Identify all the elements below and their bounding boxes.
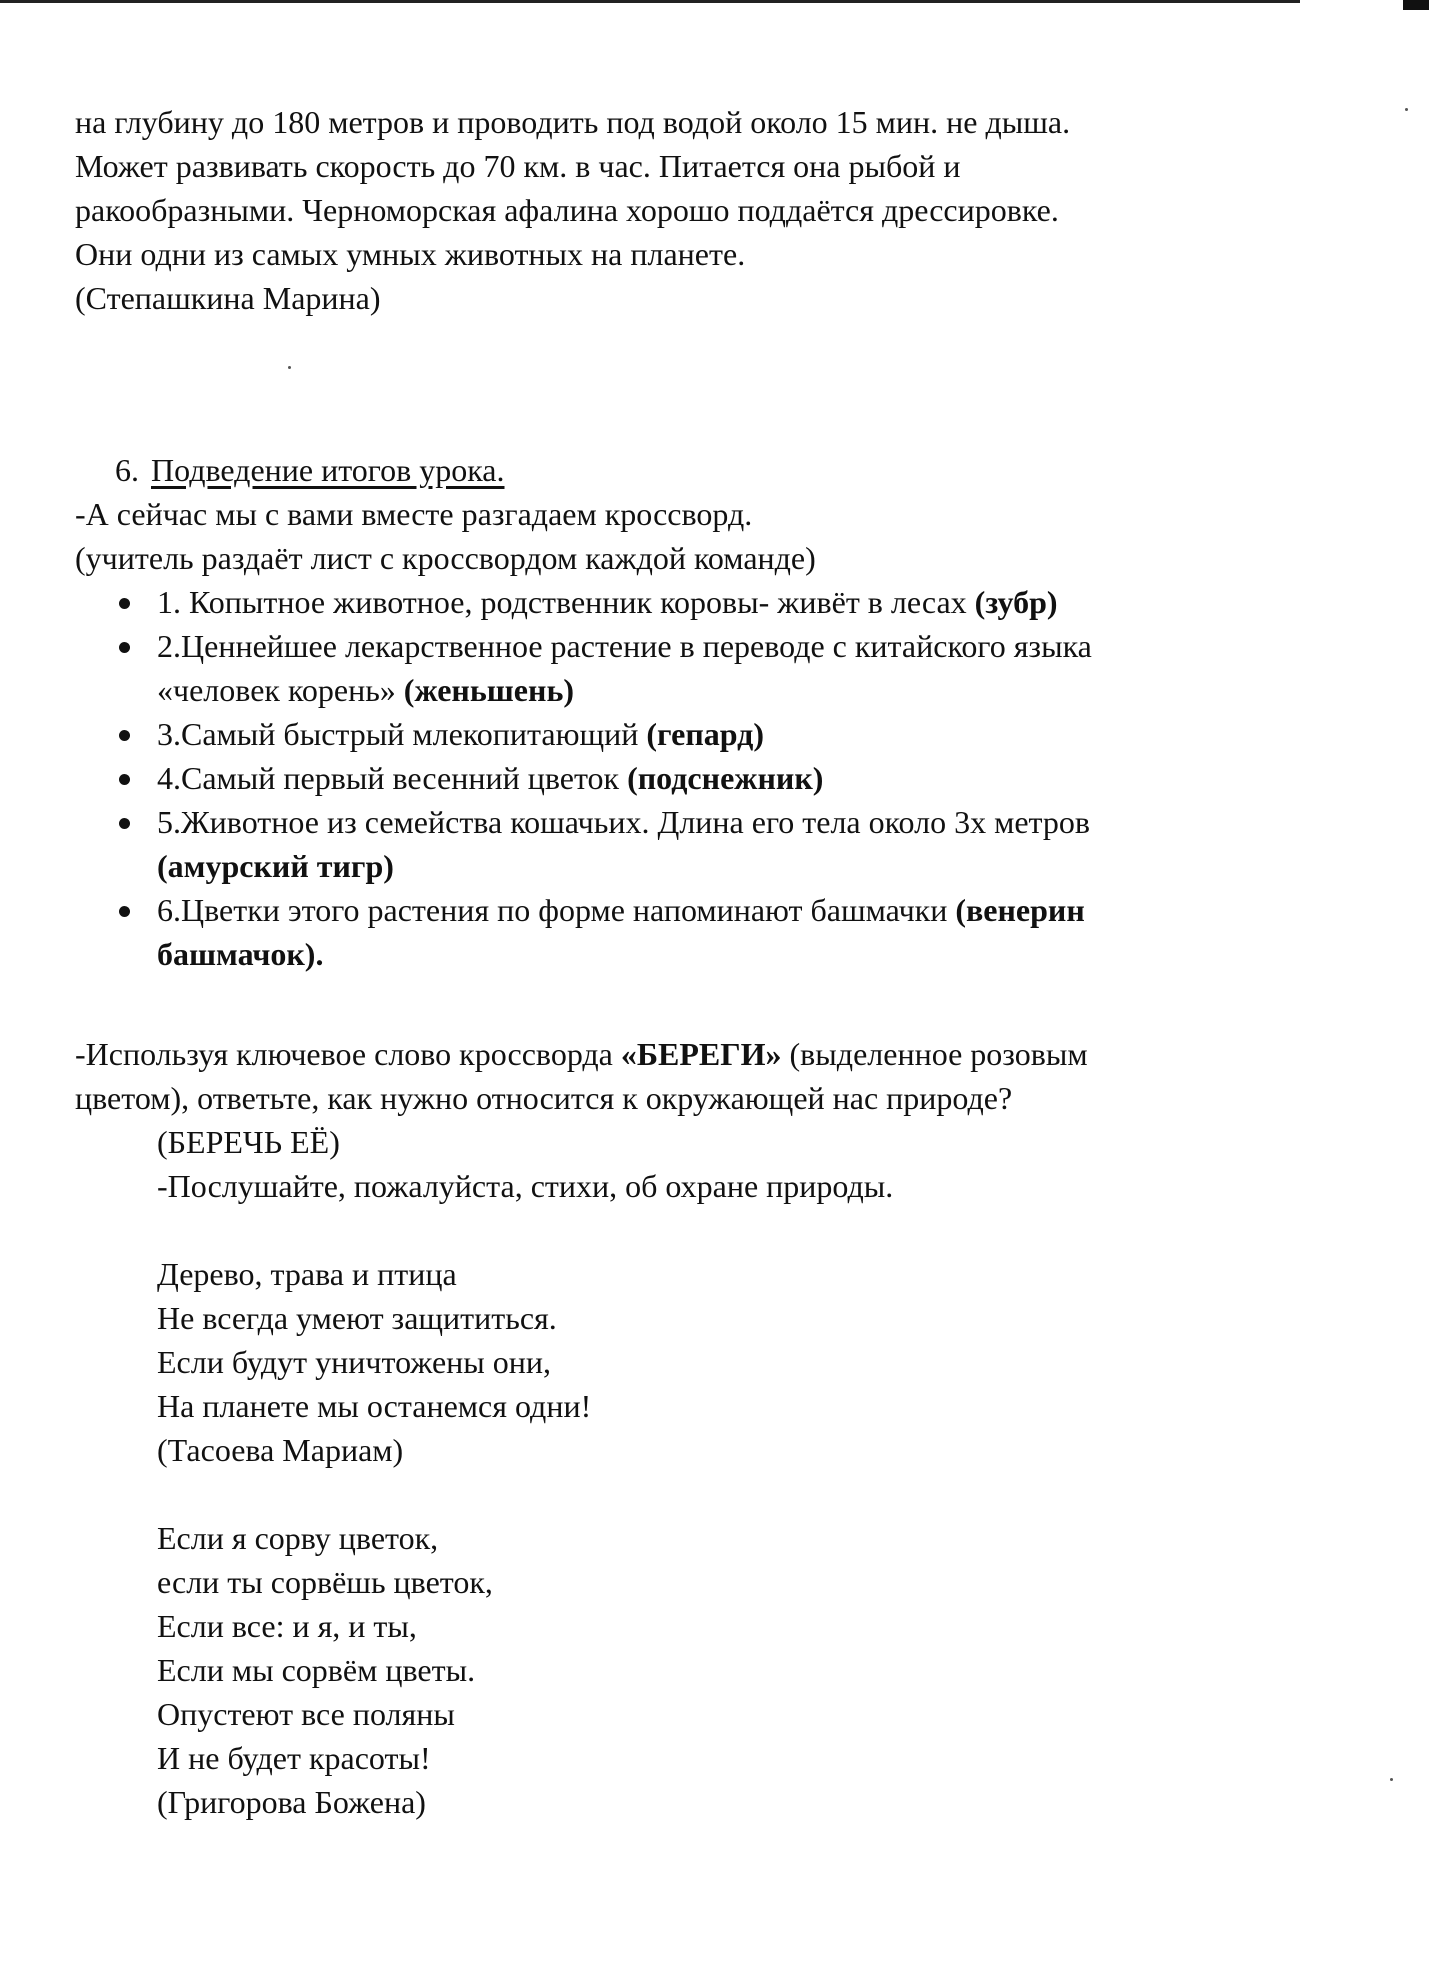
keyword-answer: (БЕРЕЧЬ ЕЁ) [157,1124,340,1160]
instruction-line: (учитель раздаёт лист с кроссвордом каждой команде) [75,540,816,576]
answer: башмачок). [157,936,324,972]
scan-speck [1405,108,1408,111]
poem-invite: -Послушайте, пожалуйста, стихи, об охране природы. [157,1168,894,1204]
crossword-keyword: «БЕРЕГИ» [620,1036,782,1072]
section-heading [75,448,1285,492]
intro-paragraph [75,100,1285,320]
answer: (зубр) [974,584,1058,620]
answer: (амурский тигр) [157,848,394,884]
bullet-icon [119,730,130,741]
text-line: на глубину до 180 метров и проводить под водой около 15 мин. не дыша. [75,104,1071,140]
bullet-icon [119,774,130,785]
poem-author: (Григорова Божена) [157,1784,426,1820]
keyword-question: -Используя ключевое слово кроссворда «БЕРЕГИ» (выделенное розовым цветом), ответьте, как нужно относится к окружающей нас природе? (БЕРЕЧЬ ЕЁ) -Послушайте, пожалуйста, стихи, об охране природы. [75,1032,1285,1208]
poem [75,1516,1285,1824]
poem-line: Если будут уничтожены они, [157,1344,552,1380]
question-item: 1. Копытное животное, родственник коровы- живёт в лесах (зубр) [157,580,1285,624]
poem-line: На планете мы останемся одни! [157,1388,592,1424]
bullet-icon [119,818,130,829]
bullet-icon [119,598,130,609]
bullet-icon [119,642,130,653]
question-item: 6.Цветки этого растения по форме напоминают башмачки (венерин башмачок). [157,888,1285,976]
document-page [75,100,1285,1824]
scan-border-top [0,0,1300,3]
answer: (подснежник) [627,760,824,796]
question-item: 4.Самый первый весенний цветок (подснежник) [157,756,1285,800]
poem-line: Опустеют все поляны [157,1696,455,1732]
scan-speck [1390,1778,1393,1781]
answer: (гепард) [646,716,764,752]
text-line: Может развивать скорость до 70 км. в час. Питается она рыбой и [75,148,961,184]
question-item: 5.Животное из семейства кошачьих. Длина его тела около 3х метров (амурский тигр) [157,800,1285,888]
poem-line: Если мы сорвём цветы. [157,1652,476,1688]
text-line: ракообразными. Черноморская афалина хорошо поддаётся дрессировке. [75,192,1059,228]
section-number: 6. [115,452,139,488]
poem-line: И не будет красоты! [157,1740,431,1776]
poem-author: (Тасоева Мариам) [157,1432,404,1468]
poem-line: если ты сорвёшь цветок, [157,1564,493,1600]
question-item: 2.Ценнейшее лекарственное растение в переводе с китайского языка «человек корень» (женьшень) [157,624,1285,712]
poem-line: Если все: и я, и ты, [157,1608,417,1644]
bullet-icon [119,906,130,917]
text-line: Они одни из самых умных животных на планете. [75,236,746,272]
poem-line: Не всегда умеют защититься. [157,1300,557,1336]
intro-author: (Степашкина Марина) [75,280,381,316]
poem-line: Дерево, трава и птица [157,1256,457,1292]
poem-line: Если я сорву цветок, [157,1520,439,1556]
instruction-line: -А сейчас мы с вами вместе разгадаем кроссворд. [75,496,753,532]
answer: (венерин [955,892,1085,928]
answer: (женьшень) [403,672,575,708]
scan-corner-mark [1403,0,1429,10]
question-item: 3.Самый быстрый млекопитающий (гепард) [157,712,1285,756]
section-title: Подведение итогов урока. [151,452,505,488]
crossword-questions [75,580,1285,976]
poem [75,1252,1285,1472]
